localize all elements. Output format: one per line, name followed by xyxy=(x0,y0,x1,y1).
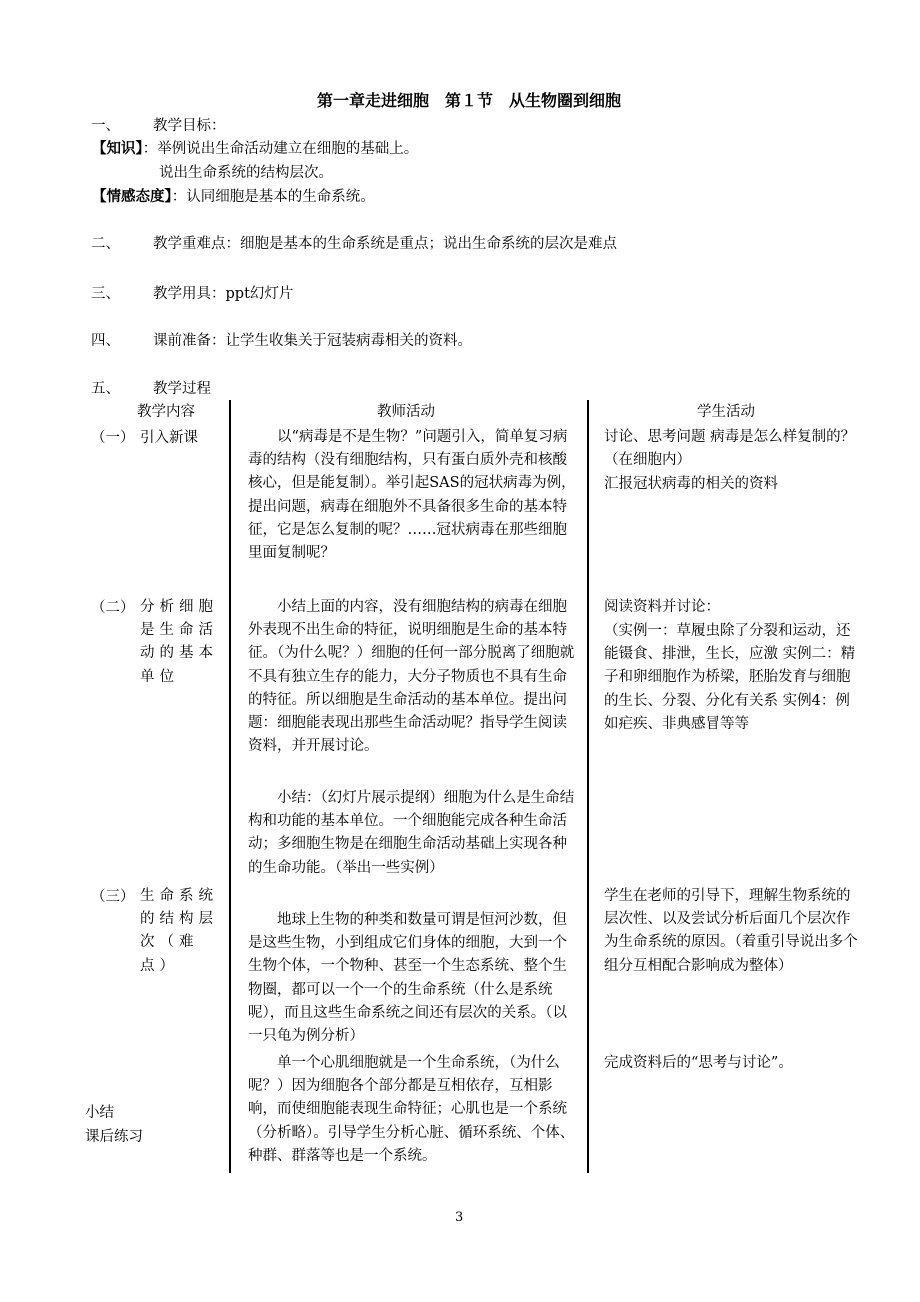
knowledge-line-1 xyxy=(92,138,418,160)
knowledge-label: 【知识】 xyxy=(92,140,143,157)
row-1-student-2: 汇报冠状病毒的相关的资料 xyxy=(604,476,778,492)
row-1-content: 引入新课 xyxy=(140,430,198,446)
row-3-student-1: 学生在老师的引导下，理解生物系统的层次性、以及尝试分析后面几个层次作为生命系统的原因。（着重引导说出多个组分互相配合影响成为整体） xyxy=(604,888,858,974)
row-1-student-1: 讨论、思考问题 病毒是怎么样复制的？（在细胞内） xyxy=(604,429,856,469)
row-3-student-2: 完成资料后的“思考与讨论”。 xyxy=(604,1055,793,1071)
homework-label: 课后练习 xyxy=(85,1129,143,1145)
row-3-content: 生命系统的结构层次（难点） xyxy=(140,888,218,974)
table-divider-left xyxy=(229,400,231,1173)
header-teacher: 教师活动 xyxy=(377,404,435,420)
section-3-text: 教学用具：ppt幻灯片 xyxy=(153,286,294,302)
emotion-label: 【情感态度】 xyxy=(92,188,172,205)
section-4-number: 四、 xyxy=(91,333,120,349)
knowledge-text-1: ：举例说出生命活动建立在细胞的基础上。 xyxy=(142,141,419,157)
row-2-student-2: （实例一：草履虫除了分裂和运动，还能镊食、排泄，生长，应激 实例二：精子和卵细胞作为桥梁，胚胎发育与细胞的生长、分裂、分化有关系 实例4：例如疟疾、非典感冒等等 xyxy=(604,623,856,732)
summary-label: 小结 xyxy=(85,1105,114,1121)
row-2-teacher-1: 小结上面的内容，没有细胞结构的病毒在细胞外表现不出生命的特征，说明细胞是生命的基本特征。（为什么呢？）细胞的任何一部分脱离了细胞就不具有独立生存的能力，大分子物质也不具有生命的特征。所以细胞是生命活动的基本单位。提出问题：细胞能表现出那些生命活动呢？指导学生阅读资料，并开展讨论。 xyxy=(248,599,575,755)
row-2-student-1: 阅读资料并讨论： xyxy=(604,599,720,615)
row-2-number: （二） xyxy=(91,600,135,616)
knowledge-line-2: 说出生命系统的结构层次。 xyxy=(159,165,333,181)
section-1-number: 一、 xyxy=(91,118,120,134)
emotion-line xyxy=(92,186,375,208)
row-3-teacher-1: 地球上生物的种类和数量可谓是恒河沙数，但是这些生物，小到组成它们身体的细胞，大到一个生物个体，一个物种、甚至一个生态系统、整个生物圈，都可以一个一个的生命系统（什么是系统呢），而且这些生命系统之间还有层次的关系。（以一只龟为例分析） xyxy=(248,912,567,1045)
row-2-teacher-2: 小结：（幻灯片展示提纲）细胞为什么是生命结构和功能的基本单位。一个细胞能完成各种生命活动；多细胞生物是在细胞生命活动基础上实现各种的生命功能。（举出一些实例） xyxy=(248,790,575,876)
section-5-text: 教学过程 xyxy=(153,381,211,397)
header-content: 教学内容 xyxy=(137,404,195,420)
row-3-number: （三） xyxy=(91,889,135,905)
header-student: 学生活动 xyxy=(697,404,755,420)
row-3-teacher-2: 单一个心肌细胞就是一个生命系统，（为什么呢？）因为细胞各个部分都是互相依存，互相影响，而使细胞能表现生命特征；心肌也是一个系统（分析略）。引导学生分析心脏、循环系统、个体、种群、群落等也是一个系统。 xyxy=(248,1055,575,1164)
row-1-number: （一） xyxy=(91,430,135,446)
page-title: 第一章走进细胞 第１节 从生物圈到细胞 xyxy=(317,91,622,110)
section-3-number: 三、 xyxy=(91,286,120,302)
page-number: 3 xyxy=(455,1210,464,1225)
section-1-label: 教学目标： xyxy=(153,118,226,134)
section-4-text: 课前准备：让学生收集关于冠装病毒相关的资料。 xyxy=(153,333,472,349)
row-2-content: 分析细胞是生命活动的基本单位 xyxy=(140,599,218,685)
table-divider-right xyxy=(587,400,589,1173)
section-5-number: 五、 xyxy=(91,381,120,397)
section-2-text: 教学重难点：细胞是基本的生命系统是重点；说出生命系统的层次是难点 xyxy=(153,236,617,252)
section-2-number: 二、 xyxy=(91,236,120,252)
row-1-teacher: 以“病毒是不是生物？”问题引入，简单复习病毒的结构（没有细胞结构，只有蛋白质外壳和核酸核心，但是能复制）。举引起SAS的冠状病毒为例，提出问题，病毒在细胞外不具备很多生命的基本特征，它是怎么复制的呢？……冠状病毒在那些细胞里面复制呢？ xyxy=(248,429,576,562)
emotion-text: ：认同细胞是基本的生命系统。 xyxy=(171,189,375,205)
